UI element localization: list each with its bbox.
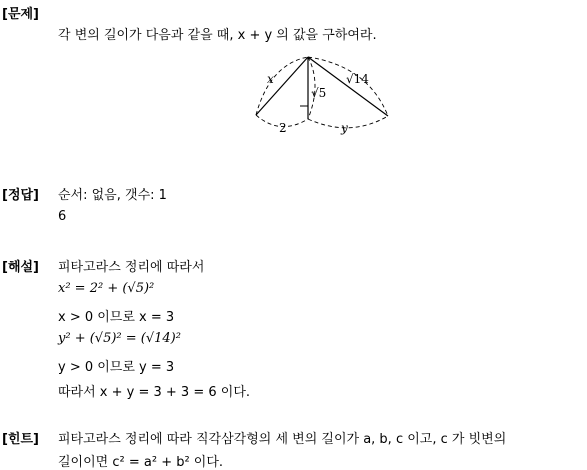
- explanation-line-2: x² = 2² + (√5)²: [58, 281, 155, 296]
- label-sqrt5: √5: [311, 86, 327, 100]
- explanation-tag: [해설]: [2, 260, 39, 275]
- triangle-figure: [250, 54, 400, 138]
- hint-tag: [힌트]: [2, 432, 39, 447]
- label-sqrt14: √14: [346, 72, 369, 86]
- answer-tag: [정답]: [2, 188, 39, 203]
- label-x: x: [267, 72, 274, 86]
- explanation-line-4: y² + (√5)² = (√14)²: [58, 331, 181, 346]
- explanation-line-3: x > 0 이므로 x = 3: [58, 310, 175, 325]
- arc-y: [308, 116, 388, 128]
- explanation-line-1: 피타고라스 정리에 따라서: [58, 260, 205, 275]
- answer-line-1: 순서: 없음, 갯수: 1: [58, 188, 167, 203]
- hint-line-1: 피타고라스 정리에 따라 직각삼각형의 세 변의 길이가 a, b, c 이고, c 가 빗변의: [58, 432, 507, 447]
- label-2: 2: [279, 121, 287, 135]
- explanation-line-5: y > 0 이므로 y = 3: [58, 360, 175, 375]
- problem-tag: [문제]: [2, 7, 39, 22]
- answer-line-2: 6: [58, 209, 67, 224]
- problem-text: 각 변의 길이가 다음과 같을 때, x + y 의 값을 구하여라.: [58, 28, 377, 43]
- hint-line-2: 길이이면 c² = a² + b² 이다.: [58, 455, 224, 470]
- label-y: y: [341, 121, 348, 135]
- explanation-line-6: 따라서 x + y = 3 + 3 = 6 이다.: [58, 385, 251, 400]
